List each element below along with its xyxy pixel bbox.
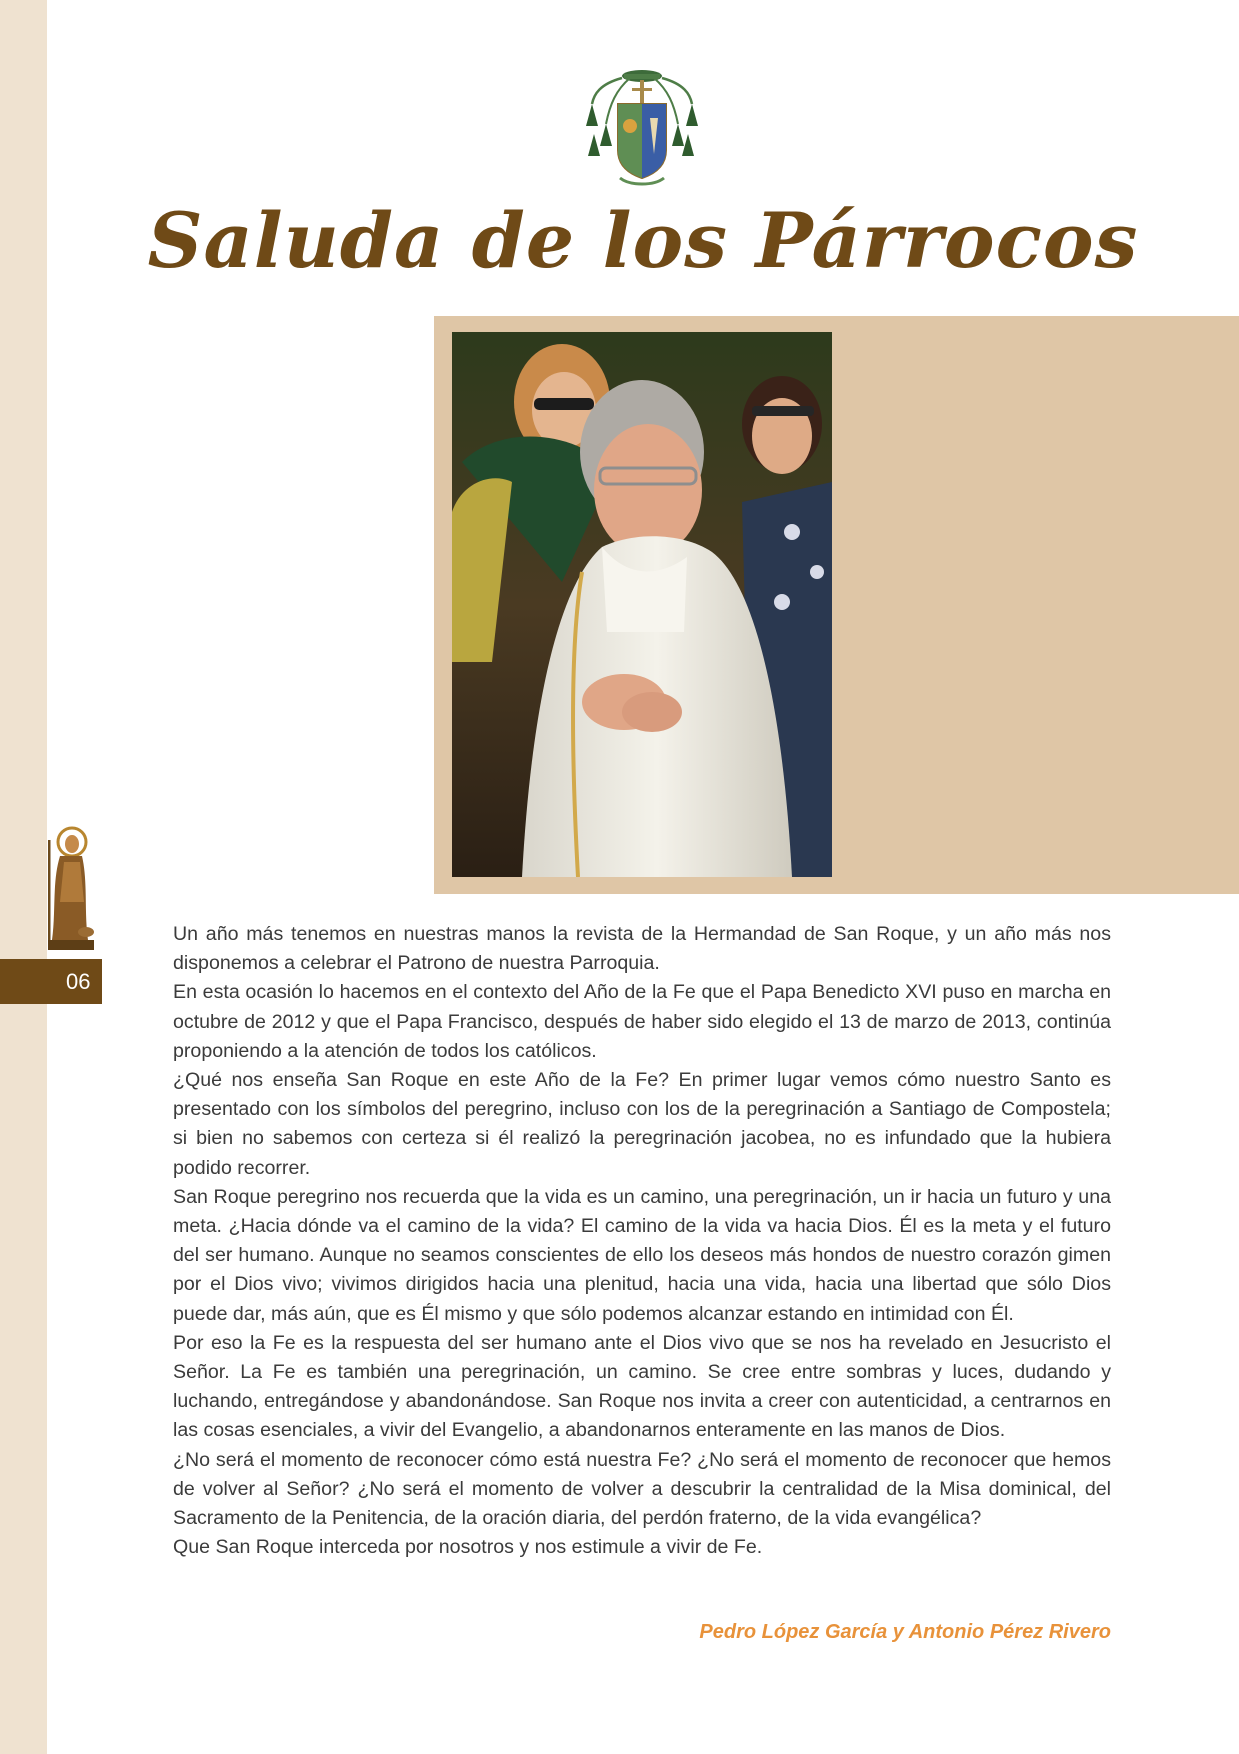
san-roque-statue-icon (38, 822, 104, 956)
article-body (173, 920, 1111, 1562)
page-number-tab (0, 959, 102, 1004)
article-paragraph: ¿No será el momento de reconocer cómo está nuestra Fe? ¿No será el momento de reconocer que hemos de volver al Señor? ¿No será el momento de volver a descubrir la centralidad de la Misa dominical, del Sacramento de la Penitencia, de la oración diaria, del perdón fraterno, de la vida evangélica? (173, 1448, 1111, 1530)
article-signature: Pedro López García y Antonio Pérez Rivero (699, 1621, 1111, 1643)
article-paragraph: San Roque peregrino nos recuerda que la vida es un camino, una peregrinación, un ir hacia un futuro y una meta. ¿Hacia dónde va el camino de la vida? El camino de la vida va hacia Dios. Él es la meta y el futuro del ser humano. Aunque no seamos conscientes de ello los deseos más hondos de nuestro corazón gimen por el Dios vivo; vivimos dirigidos hacia una plenitud, hacia una vida, hacia una libertad que sólo Dios puede dar, más aún, que es Él mismo y que sólo podemos alcanzar estando en intimidad con Él. (173, 1185, 1111, 1325)
page-title: Saluda de los Párrocos (147, 196, 1139, 285)
coat-of-arms-icon (580, 64, 705, 189)
priest-photo (452, 332, 832, 877)
article-paragraph: En esta ocasión lo hacemos en el contexto del Año de la Fe que el Papa Benedicto XVI puso en marcha en octubre de 2012 y que el Papa Francisco, después de haber sido elegido el 13 de marzo de 2013, continúa proponiendo a la atención de todos los católicos. (173, 981, 1111, 1062)
article-paragraph: Un año más tenemos en nuestras manos la revista de la Hermandad de San Roque, y un año más nos disponemos a celebrar el Patrono de nuestra Parroquia. (173, 923, 1111, 975)
article-paragraph: Que San Roque interceda por nosotros y nos estimule a vivir de Fe. (173, 1536, 763, 1559)
article-paragraph: Por eso la Fe es la respuesta del ser humano ante el Dios vivo que se nos ha revelado en Jesucristo el Señor. La Fe es también una peregrinación, un camino. Se cree entre sombras y luces, dudando y luchando, entregándose y abandonándose. San Roque nos invita a creer con autenticidad, a centrarnos en las cosas esenciales, a vivir del Evangelio, a abandonarnos enteramente en las manos de Dios. (173, 1331, 1111, 1442)
article-paragraph: ¿Qué nos enseña San Roque en este Año de la Fe? En primer lugar vemos cómo nuestro Santo es presentado con los símbolos del peregrino, incluso con los de la peregrinación a Santiago de Compostela; si bien no sabemos con certeza si él realizó la peregrinación jacobea, no es infundado que la hubiera podido recorrer. (173, 1069, 1111, 1179)
page-number: 06 (66, 969, 91, 994)
